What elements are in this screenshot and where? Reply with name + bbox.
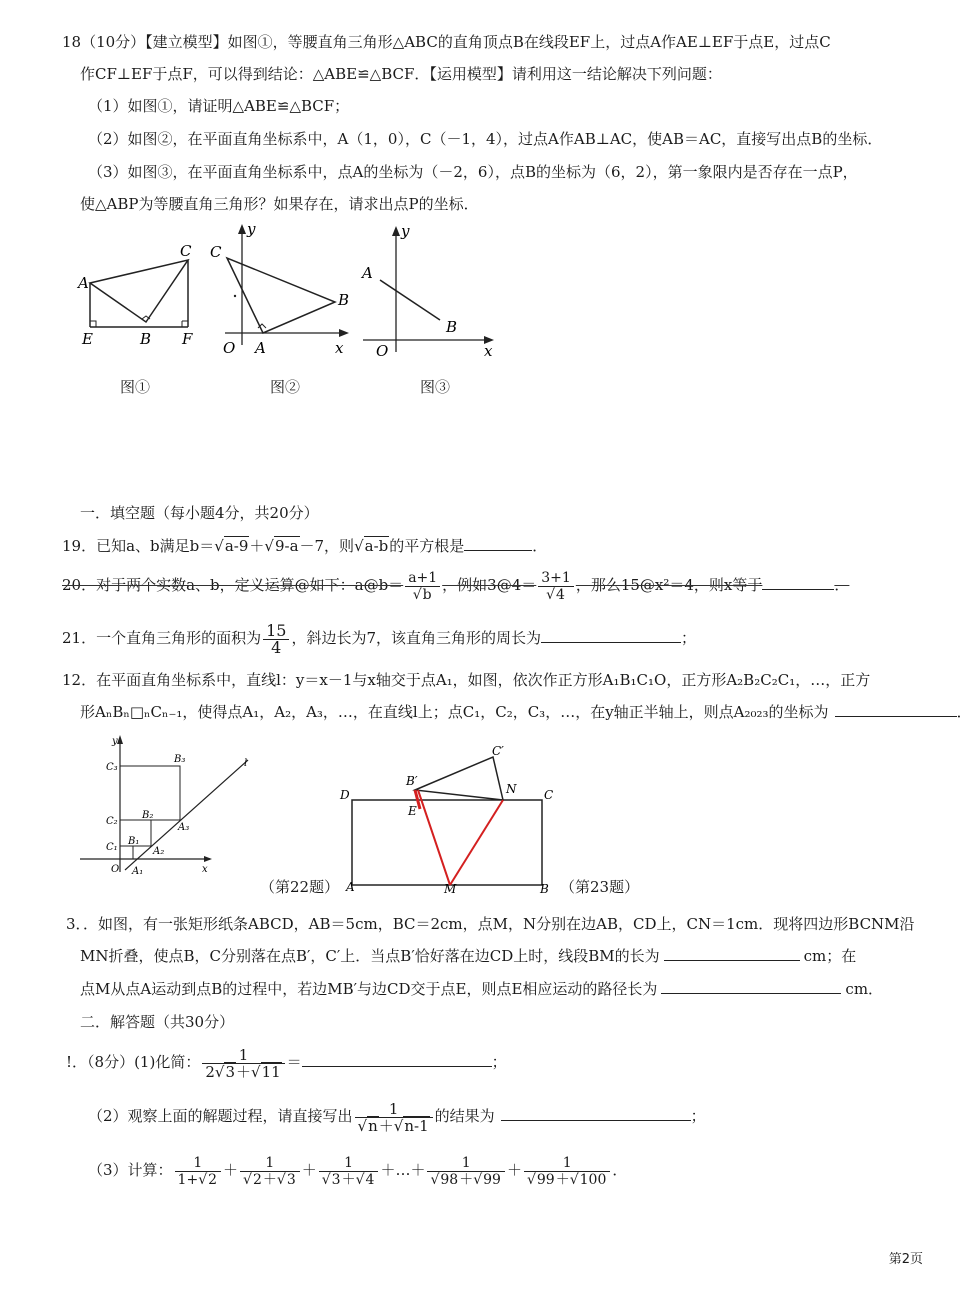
sum-term-num: 1 (461, 1154, 471, 1171)
q-last-p2-r1: n (368, 1116, 378, 1135)
sum-term-r2: 100 (579, 1171, 607, 1188)
sum-term-den (319, 1171, 379, 1188)
q19-radicand-2: 9-a (274, 537, 299, 555)
sum-term-den (524, 1171, 610, 1188)
q20-fraction-1 (405, 570, 440, 603)
q-last-p1-r1: 3 (225, 1062, 235, 1081)
q-last-p1-r2: 11 (261, 1062, 281, 1081)
q19-end: ． (532, 537, 548, 555)
sum-term-r1: 3 (331, 1171, 341, 1188)
svg-text:F: F (182, 330, 193, 348)
svg-text:x: x (484, 342, 493, 360)
svg-text:x: x (335, 339, 344, 357)
sum-term-r1: 99 (536, 1171, 555, 1188)
q-last-p2-text: （2）观察上面的解题过程，请直接写出 (88, 1107, 353, 1125)
figure-22 (80, 732, 260, 882)
q-last-p2-plus: ＋ (378, 1116, 394, 1135)
svg-text:y: y (401, 222, 410, 240)
q3-line1: 3．．如图，有一张矩形纸条ABCD，AB＝5cm，BC＝2cm，点M，N分别在边AB，CD上，CN＝1cm．现将四边形BCNM沿 (66, 915, 915, 933)
sqrt-icon (527, 1172, 536, 1188)
svg-text:C₃: C₃ (106, 762, 118, 773)
sum-term-r1: 98 (440, 1171, 459, 1188)
q19 (62, 536, 547, 556)
svg-text:B₂: B₂ (142, 810, 154, 821)
sum-term-r2: 2 (208, 1171, 218, 1188)
q18-part2: （2）如图②，在平面直角坐标系中，A（1，0），C（－1，4），过点A作AB⊥AC，使AB＝AC，直接写出点B的坐标． (88, 130, 883, 148)
sum-term-fraction (427, 1155, 505, 1188)
q-last-part1 (66, 1040, 507, 1084)
q-last-p2-num: 1 (388, 1099, 399, 1118)
sqrt-icon (413, 587, 422, 603)
svg-text:M: M (444, 882, 457, 896)
q-last-part2 (88, 1094, 706, 1138)
q12-end: ． (956, 703, 972, 721)
q-last-part3 (88, 1146, 627, 1194)
q19-text-b: －7，则 (299, 537, 355, 555)
q-last-p1-blank[interactable] (302, 1052, 492, 1067)
sqrt-icon (394, 1117, 404, 1135)
sqrt-icon (243, 1172, 252, 1188)
q21-answer-blank[interactable] (541, 628, 681, 643)
sqrt-icon (354, 537, 364, 555)
sum-term-den (175, 1171, 221, 1188)
sum-term-den (427, 1171, 505, 1188)
svg-text:A: A (255, 339, 266, 357)
sum-term-num: 1 (265, 1154, 275, 1171)
q-last-p3-text: （3）计算： (88, 1161, 173, 1179)
q12-line2 (80, 702, 972, 722)
sum-term-r2: 3 (286, 1171, 296, 1188)
q20-end: ． (834, 576, 850, 594)
q-last-p1-text: !．（8分）(1)化简： (66, 1053, 201, 1071)
q12-answer-blank[interactable] (835, 702, 957, 717)
svg-text:x: x (202, 864, 208, 875)
svg-text:C: C (210, 243, 222, 261)
q-last-p1-fraction (202, 1047, 284, 1080)
svg-text:B₁: B₁ (128, 836, 140, 847)
plus-sign: ＋ (555, 1171, 570, 1188)
svg-text:O: O (376, 342, 389, 360)
svg-text:y: y (247, 220, 256, 238)
q3-blank-2[interactable] (661, 979, 841, 994)
q21-text-b: ，斜边长为7，该直角三角形的周长为 (291, 629, 541, 647)
q21-num: 15 (266, 620, 287, 640)
q19-answer-blank[interactable] (464, 536, 532, 551)
q19-radicand-1: a-9 (224, 537, 249, 555)
q20-num-2: 3+1 (541, 569, 571, 586)
q20-answer-blank[interactable] (762, 575, 834, 590)
q18-part3b: 使△ABP为等腰直角三角形？如果存在，请求出点P的坐标． (80, 195, 479, 213)
section-2-heading: 二．解答题（共30分） (80, 1013, 235, 1031)
q21 (62, 618, 696, 658)
q19-text-a: 19．已知a、b满足b＝ (62, 537, 215, 555)
plus-sign: ＋ (223, 1161, 239, 1179)
q20-den-1-radicand: b (422, 586, 432, 603)
sqrt-icon (570, 1172, 579, 1188)
figure-23-caption: （第23题） (560, 878, 640, 896)
q3-line2 (80, 946, 856, 966)
sqrt-icon (322, 1172, 331, 1188)
figure-22-caption: （第22题） (260, 878, 340, 896)
sqrt-icon (356, 1172, 365, 1188)
figure-2 (205, 220, 365, 365)
q-last-p2-den (355, 1117, 433, 1134)
svg-text:C₁: C₁ (106, 842, 118, 853)
figure-3 (358, 220, 508, 370)
svg-text:O: O (223, 339, 236, 357)
sum-ellipsis: ＋…＋ (380, 1161, 426, 1179)
svg-text:y: y (112, 736, 118, 747)
sum-term-r2: 4 (365, 1171, 375, 1188)
svg-text:A₂: A₂ (153, 846, 165, 857)
q-last-p3-end: ． (612, 1161, 628, 1179)
sqrt-icon (198, 1172, 207, 1188)
sqrt-icon (546, 587, 555, 603)
q20-text-a: 20．对于两个实数a、b，定义运算@如下：a@b＝ (62, 576, 404, 594)
q-last-p2-blank[interactable] (501, 1106, 691, 1121)
q18-part3a: （3）如图③，在平面直角坐标系中，点A的坐标为（－2，6），点B的坐标为（6，2），第一象限内是否存在一点P， (88, 163, 858, 181)
q-last-p1-num: 1 (238, 1045, 249, 1064)
sum-term-den-prefix: 1+ (177, 1171, 199, 1188)
q21-end: ； (681, 629, 697, 647)
q19-radicand-3: a-b (364, 537, 389, 555)
q19-text-c: 的平方根是 (389, 537, 465, 555)
q-last-p1-plus: ＋ (235, 1062, 251, 1081)
plus-sign: ＋ (506, 1161, 522, 1179)
q12-line2-text: 形AₙBₙ□ₙCₙ₋₁，使得点A₁，A₂，A₃，…，在直线l上；点C₁，C₂，C₃，…，在y轴正半轴上，则点A₂₀₂₃的坐标为 (80, 703, 829, 721)
q21-den: 4 (263, 639, 289, 656)
sum-term-fraction (240, 1155, 300, 1188)
q20-text-c: ，那么15@x²＝4，则x等于 (575, 576, 763, 594)
sqrt-icon (473, 1172, 482, 1188)
q-last-p2-fraction (355, 1101, 433, 1134)
q18-line2: 作CF⊥EF于点F，可以得到结论：△ABE≌△BCF．【运用模型】请利用这一结论解决下列问题： (80, 65, 722, 83)
svg-text:D: D (340, 788, 350, 802)
q12-line1: 12．在平面直角坐标系中，直线l：y＝x－1与x轴交于点A₁，如图，依次作正方形A₁B₁C₁O，正方形A₂B₂C₂C₁，…，正方 (62, 671, 871, 689)
q-last-p2-r2: n-1 (404, 1116, 429, 1135)
figure-2-caption: 图② (270, 378, 301, 396)
q3-line3-text: 点M从点A运动到点B的过程中，若边MB′与边CD交于点E，则点E相应运动的路径长为 (80, 980, 658, 998)
svg-text:B: B (540, 882, 549, 896)
svg-text:A: A (78, 274, 89, 292)
svg-text:E: E (82, 330, 93, 348)
svg-text:B: B (140, 330, 152, 348)
q3-line2-text: MN折叠，使点B，C分别落在点B′，C′上．当点B′恰好落在边CD上时，线段BM的长为 (80, 947, 660, 965)
q19-plus: ＋ (249, 537, 265, 555)
svg-text:A: A (362, 264, 373, 282)
svg-text:B: B (446, 318, 458, 336)
q20-fraction-2 (538, 570, 574, 603)
plus-sign: ＋ (341, 1171, 356, 1188)
svg-text:C′: C′ (492, 744, 504, 758)
q21-text-a: 21．一个直角三角形的面积为 (62, 629, 262, 647)
q20-den-2 (538, 586, 574, 603)
q3-line2-end: cm；在 (803, 947, 857, 965)
plus-sign: ＋ (262, 1171, 277, 1188)
svg-text:E: E (408, 804, 417, 818)
q21-fraction (263, 620, 289, 657)
sum-term-num: 1 (562, 1154, 572, 1171)
q20-num-1: a+1 (408, 569, 438, 586)
q-last-p2-end: ； (690, 1107, 706, 1125)
plus-sign: ＋ (301, 1161, 317, 1179)
svg-text:C: C (180, 242, 192, 260)
q-last-p1-end: ； (491, 1053, 507, 1071)
q-last-p1-den (202, 1063, 284, 1080)
sum-term-num: 1 (344, 1154, 354, 1171)
figure-3-caption: 图③ (420, 378, 451, 396)
q-last-p2-text-b: 的结果为 (434, 1107, 495, 1125)
figure-23 (340, 745, 560, 895)
page-number: 第2页 (888, 1252, 923, 1267)
sqrt-icon (214, 537, 224, 555)
plus-sign: ＋ (459, 1171, 474, 1188)
sum-term-den (240, 1171, 300, 1188)
figure-1 (70, 238, 210, 358)
q20-den-2-radicand: 4 (556, 586, 565, 603)
q18-line1: 18（10分）【建立模型】如图①，等腰直角三角形△ABC的直角顶点B在线段EF上，过点A作AE⊥EF于点E，过点C (62, 33, 831, 51)
q3-line3 (80, 979, 883, 999)
section-1-heading: 一．填空题（每小题4分，共20分） (80, 504, 319, 522)
q3-blank-1[interactable] (664, 946, 800, 961)
q3-line3-end: cm． (845, 980, 884, 998)
svg-text:B₃: B₃ (174, 754, 186, 765)
sqrt-icon (264, 537, 274, 555)
svg-text:N: N (506, 782, 517, 796)
sum-term-fraction (524, 1155, 610, 1188)
svg-text:B′: B′ (406, 774, 418, 788)
svg-text:A₁: A₁ (132, 866, 144, 877)
q18-part1: （1）如图①，请证明△ABE≌△BCF； (88, 97, 350, 115)
svg-text:A: A (346, 880, 355, 894)
sum-term-fraction (319, 1155, 379, 1188)
svg-text:O: O (111, 864, 120, 875)
svg-text:C₂: C₂ (106, 816, 118, 827)
sum-term-fraction (175, 1155, 221, 1188)
q20-text-b: ，例如3@4＝ (442, 576, 537, 594)
sqrt-icon (277, 1172, 286, 1188)
svg-text:l: l (244, 758, 248, 769)
sqrt-icon (358, 1117, 368, 1135)
sum-term-r2: 99 (483, 1171, 501, 1188)
q-last-p1-eq: ＝ (286, 1053, 302, 1071)
q-last-p3-terms (173, 1154, 613, 1188)
sqrt-icon (215, 1063, 225, 1081)
svg-text:C: C (544, 788, 554, 802)
sum-term-num: 1 (193, 1154, 203, 1171)
sum-term-r1: 2 (252, 1171, 262, 1188)
q20 (62, 566, 849, 604)
sqrt-icon (251, 1063, 261, 1081)
svg-text:B: B (338, 291, 350, 309)
q-last-p1-coef: 2 (205, 1062, 215, 1081)
figure-1-caption: 图① (120, 378, 151, 396)
q20-den-1 (405, 586, 440, 603)
svg-text:A₃: A₃ (178, 822, 190, 833)
